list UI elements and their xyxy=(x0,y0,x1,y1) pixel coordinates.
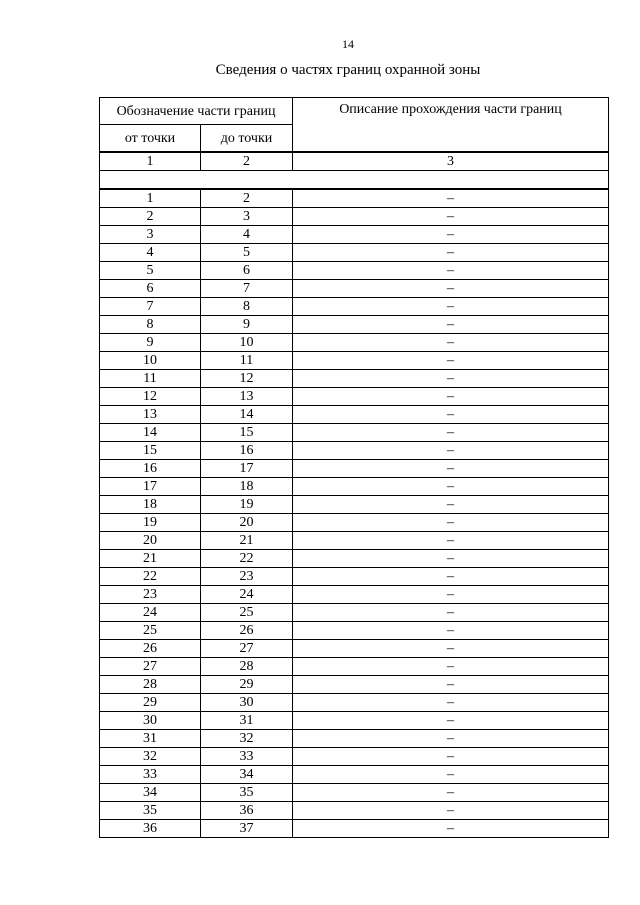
cell-desc: – xyxy=(293,352,609,370)
cell-to: 11 xyxy=(201,352,293,370)
cell-from: 30 xyxy=(100,712,201,730)
cell-desc: – xyxy=(293,388,609,406)
table-row xyxy=(100,532,609,550)
cell-from: 17 xyxy=(100,478,201,496)
table-row xyxy=(100,316,609,334)
cell-desc: – xyxy=(293,730,609,748)
cell-to: 37 xyxy=(201,820,293,838)
cell-desc: – xyxy=(293,676,609,694)
header-from: от точки xyxy=(100,125,201,152)
cell-desc: – xyxy=(293,694,609,712)
cell-desc: – xyxy=(293,658,609,676)
cell-to: 8 xyxy=(201,298,293,316)
cell-to: 33 xyxy=(201,748,293,766)
table-row xyxy=(100,730,609,748)
cell-from: 21 xyxy=(100,550,201,568)
table-row xyxy=(100,604,609,622)
cell-desc: – xyxy=(293,496,609,514)
cell-to: 31 xyxy=(201,712,293,730)
cell-to: 12 xyxy=(201,370,293,388)
table-row xyxy=(100,478,609,496)
table-row xyxy=(100,496,609,514)
cell-to: 35 xyxy=(201,784,293,802)
cell-to: 26 xyxy=(201,622,293,640)
cell-from: 3 xyxy=(100,226,201,244)
cell-to: 17 xyxy=(201,460,293,478)
cell-desc: – xyxy=(293,532,609,550)
cell-desc: – xyxy=(293,208,609,226)
cell-to: 28 xyxy=(201,658,293,676)
table-row xyxy=(100,370,609,388)
cell-to: 18 xyxy=(201,478,293,496)
table-row xyxy=(100,658,609,676)
table-row xyxy=(100,622,609,640)
cell-desc: – xyxy=(293,298,609,316)
cell-from: 26 xyxy=(100,640,201,658)
cell-to: 30 xyxy=(201,694,293,712)
section-row xyxy=(100,171,609,189)
table-row xyxy=(100,820,609,838)
cell-desc: – xyxy=(293,316,609,334)
cell-from: 11 xyxy=(100,370,201,388)
table-row xyxy=(100,802,609,820)
cell-desc: – xyxy=(293,460,609,478)
cell-from: 27 xyxy=(100,658,201,676)
cell-to: 9 xyxy=(201,316,293,334)
cell-to: 29 xyxy=(201,676,293,694)
cell-from: 24 xyxy=(100,604,201,622)
cell-from: 1 xyxy=(100,190,201,208)
cell-from: 2 xyxy=(100,208,201,226)
table-row xyxy=(100,640,609,658)
header-row xyxy=(100,98,609,125)
cell-from: 15 xyxy=(100,442,201,460)
cell-desc: – xyxy=(293,478,609,496)
cell-desc: – xyxy=(293,712,609,730)
cell-to: 20 xyxy=(201,514,293,532)
cell-desc: – xyxy=(293,262,609,280)
table-row xyxy=(100,190,609,208)
cell-desc: – xyxy=(293,640,609,658)
cell-from: 14 xyxy=(100,424,201,442)
cell-desc: – xyxy=(293,406,609,424)
table-row xyxy=(100,208,609,226)
column-number: 1 xyxy=(100,153,201,171)
cell-to: 32 xyxy=(201,730,293,748)
cell-to: 3 xyxy=(201,208,293,226)
cell-to: 15 xyxy=(201,424,293,442)
cell-desc: – xyxy=(293,604,609,622)
cell-from: 31 xyxy=(100,730,201,748)
table-row xyxy=(100,748,609,766)
cell-desc: – xyxy=(293,442,609,460)
cell-desc: – xyxy=(293,802,609,820)
cell-desc: – xyxy=(293,190,609,208)
cell-desc: – xyxy=(293,820,609,838)
cell-from: 29 xyxy=(100,694,201,712)
table-row xyxy=(100,514,609,532)
cell-from: 7 xyxy=(100,298,201,316)
cell-desc: – xyxy=(293,568,609,586)
cell-desc: – xyxy=(293,766,609,784)
section-label xyxy=(100,171,609,189)
cell-desc: – xyxy=(293,280,609,298)
table-row xyxy=(100,334,609,352)
cell-to: 4 xyxy=(201,226,293,244)
cell-to: 10 xyxy=(201,334,293,352)
cell-to: 24 xyxy=(201,586,293,604)
cell-to: 21 xyxy=(201,532,293,550)
cell-desc: – xyxy=(293,586,609,604)
page-title: Сведения о частях границ охранной зоны xyxy=(215,62,481,78)
cell-from: 9 xyxy=(100,334,201,352)
cell-from: 18 xyxy=(100,496,201,514)
table-row xyxy=(100,226,609,244)
boundary-table xyxy=(99,97,609,838)
cell-desc: – xyxy=(293,784,609,802)
cell-from: 28 xyxy=(100,676,201,694)
table-row xyxy=(100,568,609,586)
cell-from: 33 xyxy=(100,766,201,784)
table-row xyxy=(100,298,609,316)
cell-from: 25 xyxy=(100,622,201,640)
cell-to: 27 xyxy=(201,640,293,658)
cell-from: 5 xyxy=(100,262,201,280)
cell-from: 23 xyxy=(100,586,201,604)
cell-from: 16 xyxy=(100,460,201,478)
table-row xyxy=(100,766,609,784)
column-number: 3 xyxy=(293,153,609,171)
table-row xyxy=(100,244,609,262)
cell-from: 19 xyxy=(100,514,201,532)
cell-from: 6 xyxy=(100,280,201,298)
cell-to: 19 xyxy=(201,496,293,514)
table-row xyxy=(100,352,609,370)
cell-desc: – xyxy=(293,244,609,262)
cell-to: 13 xyxy=(201,388,293,406)
table-row xyxy=(100,550,609,568)
cell-from: 13 xyxy=(100,406,201,424)
table-row xyxy=(100,388,609,406)
column-number-row xyxy=(100,153,609,171)
cell-from: 20 xyxy=(100,532,201,550)
cell-to: 23 xyxy=(201,568,293,586)
cell-desc: – xyxy=(293,748,609,766)
cell-from: 10 xyxy=(100,352,201,370)
table-row xyxy=(100,694,609,712)
cell-desc: – xyxy=(293,514,609,532)
cell-to: 5 xyxy=(201,244,293,262)
header-group: Обозначение части границ xyxy=(100,98,293,125)
cell-to: 6 xyxy=(201,262,293,280)
header-to: до точки xyxy=(201,125,293,152)
table-row xyxy=(100,784,609,802)
cell-from: 22 xyxy=(100,568,201,586)
cell-from: 8 xyxy=(100,316,201,334)
cell-desc: – xyxy=(293,370,609,388)
cell-to: 14 xyxy=(201,406,293,424)
table-row xyxy=(100,280,609,298)
cell-desc: – xyxy=(293,226,609,244)
table-row xyxy=(100,406,609,424)
cell-desc: – xyxy=(293,424,609,442)
header-description: Описание прохождения части границ xyxy=(293,98,609,152)
column-number: 2 xyxy=(201,153,293,171)
cell-from: 32 xyxy=(100,748,201,766)
table-row xyxy=(100,586,609,604)
cell-to: 34 xyxy=(201,766,293,784)
table-row xyxy=(100,424,609,442)
table-row xyxy=(100,262,609,280)
cell-from: 34 xyxy=(100,784,201,802)
table-row xyxy=(100,712,609,730)
table-row xyxy=(100,676,609,694)
page-number: 14 xyxy=(342,37,354,51)
cell-desc: – xyxy=(293,622,609,640)
table-row xyxy=(100,460,609,478)
cell-to: 36 xyxy=(201,802,293,820)
cell-from: 36 xyxy=(100,820,201,838)
cell-to: 22 xyxy=(201,550,293,568)
cell-from: 12 xyxy=(100,388,201,406)
cell-to: 7 xyxy=(201,280,293,298)
cell-to: 16 xyxy=(201,442,293,460)
cell-desc: – xyxy=(293,550,609,568)
cell-to: 2 xyxy=(201,190,293,208)
table-row xyxy=(100,442,609,460)
cell-from: 35 xyxy=(100,802,201,820)
cell-to: 25 xyxy=(201,604,293,622)
cell-from: 4 xyxy=(100,244,201,262)
cell-desc: – xyxy=(293,334,609,352)
